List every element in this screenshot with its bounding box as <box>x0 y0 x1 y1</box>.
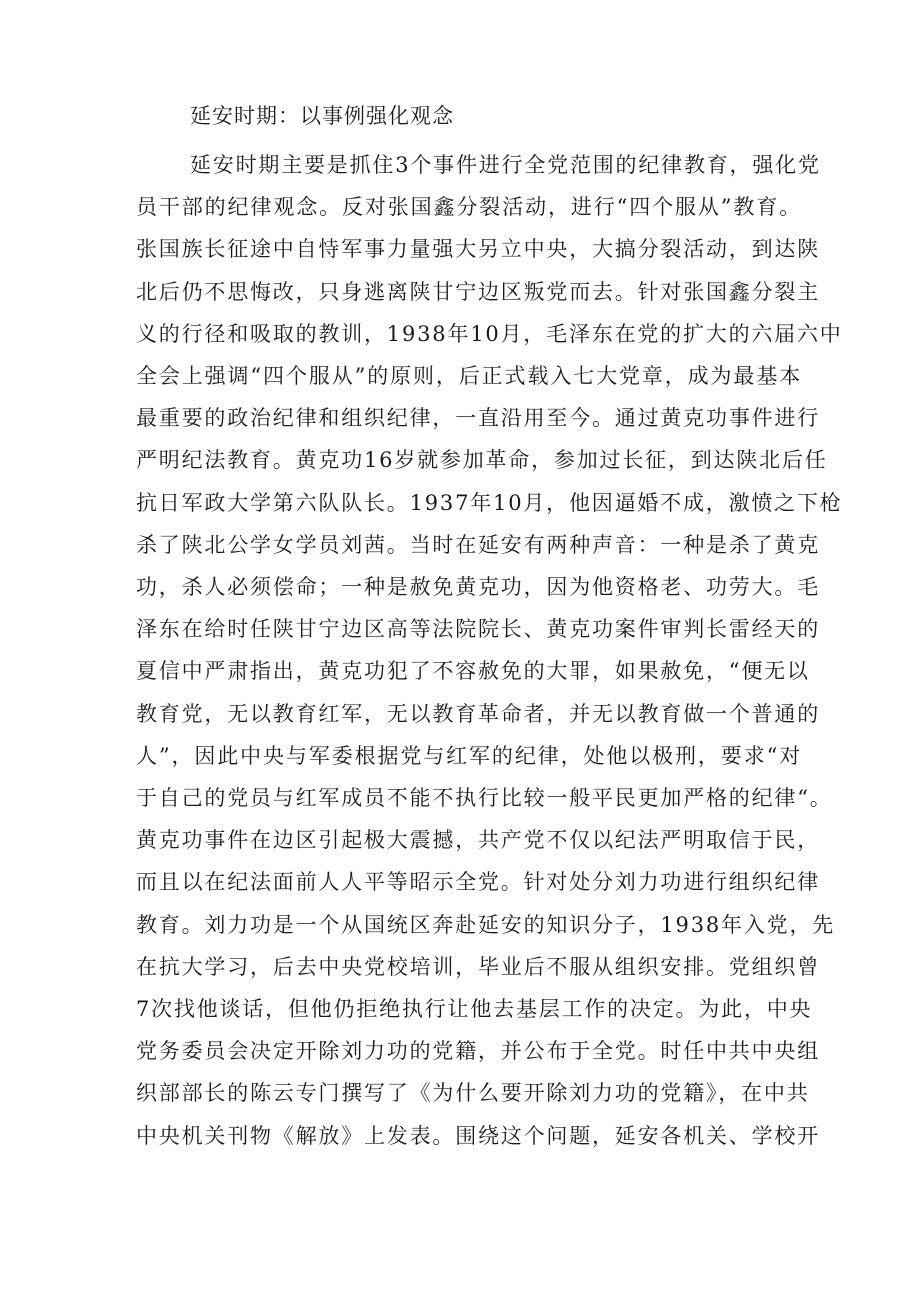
paragraph-line: 7次找他谈话，但他仍拒绝执行让他去基层工作的决定。为此，中央 <box>136 997 813 1022</box>
paragraph-line: 功，杀人必须偿命；一种是赦免黄克功，因为他资格老、功劳大。毛 <box>136 575 820 600</box>
paragraph-line: 北后仍不思悔改，只身逃离陕甘宁边区叛党而去。针对张国鑫分裂主 <box>136 279 820 304</box>
paragraph-line: 最重要的政治纪律和组织纪律，一直沿用至今。通过黄克功事件进行 <box>136 406 820 431</box>
paragraph-line: 而且以在纪法面前人人平等昭示全党。针对处分刘力功进行组织纪律 <box>136 870 820 895</box>
paragraph-line: 抗日军政大学第六队队长。1937年10月，他因逼婚不成，激愤之下枪 <box>136 490 843 515</box>
section-heading: 延安时期：以事例强化观念 <box>190 104 454 128</box>
paragraph-line: 杀了陕北公学女学员刘茜。当时在延安有两种声音：一种是杀了黄克 <box>136 532 820 557</box>
paragraph-line: 全会上强调“四个服从”的原则，后正式载入七大党章，成为最基本 <box>136 364 802 389</box>
paragraph-line: 人”，因此中央与军委根据党与红军的纪律，处他以极刑，要求“对 <box>136 743 802 768</box>
paragraph-line: 织部部长的陈云专门撰写了《为什么要开除刘力功的党籍》，在中共 <box>136 1081 810 1106</box>
paragraph-line: 教育党，无以教育红军，无以教育革命者，并无以教育做一个普通的 <box>136 701 820 726</box>
paragraph-line: 义的行径和吸取的教训，1938年10月，毛泽东在党的扩大的六届六中 <box>136 321 843 346</box>
paragraph-line: 于自己的党员与红军成员不能不执行比较一般平民更加严格的纪律“。 <box>136 786 833 811</box>
paragraph-line: 黄克功事件在边区引起极大震撼，共产党不仅以纪法严明取信于民， <box>136 828 820 853</box>
paragraph-line: 严明纪法教育。黄克功16岁就参加革命，参加过长征，到达陕北后任 <box>136 448 828 473</box>
body-paragraph <box>136 144 843 1157</box>
paragraph-line: 延安时期主要是抓住3个事件进行全党范围的纪律教育，强化党 <box>190 153 821 177</box>
paragraph-line: 夏信中严肃指出，黄克功犯了不容赦免的大罪，如果赦免，“便无以 <box>136 659 810 684</box>
paragraph-line: 泽东在给时任陕甘宁边区高等法院院长、黄克功案件审判长雷经天的 <box>136 617 820 642</box>
paragraph-line: 教育。刘力功是一个从国统区奔赴延安的知识分子，1938年入党，先 <box>136 912 836 937</box>
paragraph-line: 党务委员会决定开除刘力功的党籍，并公布于全党。时任中共中央组 <box>136 1039 820 1064</box>
paragraph-line: 张国族长征途中自恃军事力量强大另立中央，大搞分裂活动，到达陕 <box>136 237 820 262</box>
paragraph-line: 中央机关刊物《解放》上发表。围绕这个问题，延安各机关、学校开 <box>136 1123 820 1148</box>
paragraph-line: 在抗大学习，后去中央党校培训，毕业后不服从组织安排。党组织曾 <box>136 954 820 979</box>
paragraph-line: 员干部的纪律观念。反对张国鑫分裂活动，进行“四个服从”教育。 <box>136 195 802 220</box>
